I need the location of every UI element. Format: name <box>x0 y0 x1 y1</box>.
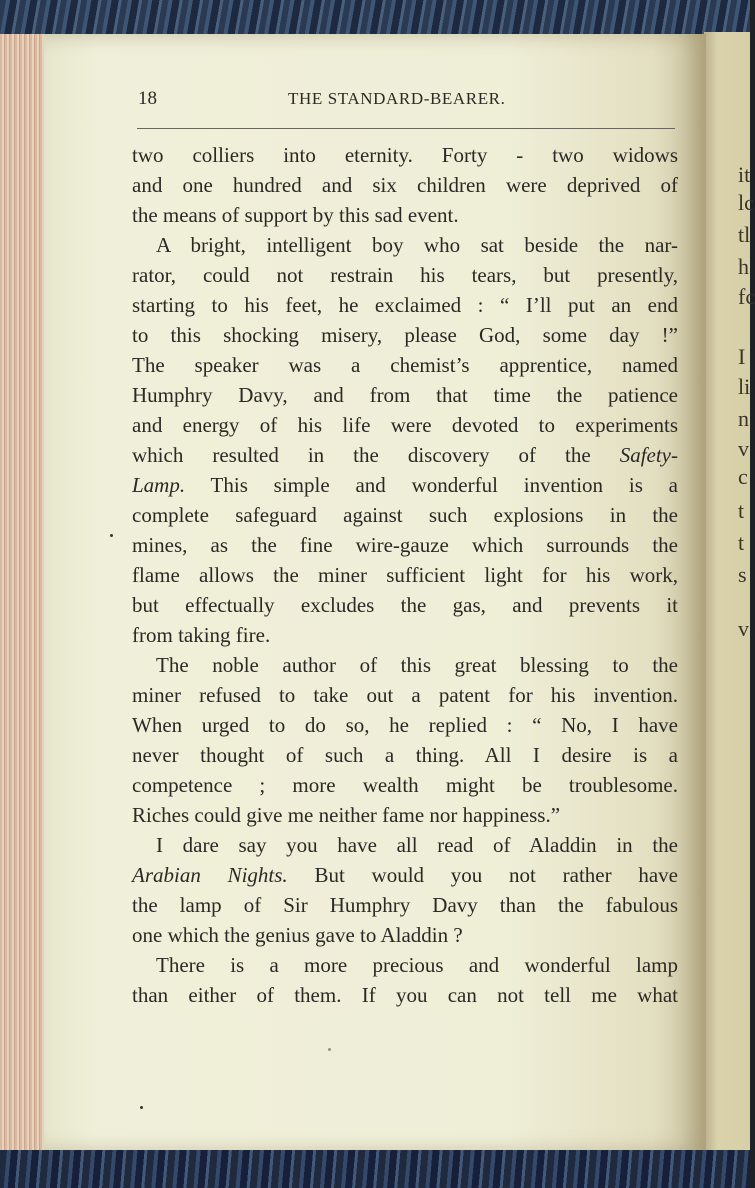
text-line: rator, could not restrain his tears, but presently, <box>132 263 678 287</box>
running-title: THE STANDARD-BEARER. <box>288 89 506 108</box>
adjacent-page-text: I <box>738 344 746 369</box>
text-line: the means of support by this sad event. <box>132 203 459 227</box>
adjacent-page-text: v <box>738 436 749 461</box>
text-line: than either of them. If you can not tell me what <box>132 983 678 1007</box>
page-stack-edge <box>0 34 48 1152</box>
text-line: and one hundred and six children were deprived of <box>132 173 678 197</box>
adjacent-page-text: lc <box>738 190 754 215</box>
ink-speck <box>140 1106 143 1109</box>
book-cover-bottom <box>0 1150 750 1188</box>
adjacent-page-text: t <box>738 498 745 523</box>
running-head <box>138 88 678 114</box>
adjacent-page-text: v <box>738 616 749 641</box>
text-line: complete safeguard against such explosions in the <box>132 503 678 527</box>
text-line: The noble author of this great blessing to the <box>156 653 678 677</box>
text-line: and energy of his life were devoted to experiments <box>132 413 678 437</box>
text-line: but effectually excludes the gas, and prevents it <box>132 593 678 617</box>
text-line: Lamp. This simple and wonderful invention is a <box>132 473 678 497</box>
paragraph <box>132 650 678 830</box>
text-line: Arabian Nights. But would you not rather have <box>132 863 678 887</box>
text-line: The speaker was a chemist’s apprentice, named <box>132 353 678 377</box>
page-number: 18 <box>138 88 157 109</box>
ink-speck <box>110 534 113 537</box>
text-line: to this shocking misery, please God, some day !” <box>132 323 678 347</box>
adjacent-page-text: n <box>738 406 749 431</box>
adjacent-page-text: it <box>738 162 751 187</box>
text-line: mines, as the fine wire-gauze which surrounds the <box>132 533 678 557</box>
text-line: I dare say you have all read of Aladdin in the <box>156 833 678 857</box>
text-line: the lamp of Sir Humphry Davy than the fabulous <box>132 893 678 917</box>
adjacent-page-text: h <box>738 254 749 279</box>
text-line: flame allows the miner sufficient light for his work, <box>132 563 678 587</box>
adjacent-page-text: c <box>738 464 748 489</box>
adjacent-page-text: tl <box>738 222 751 247</box>
header-rule <box>137 128 675 129</box>
text-line: competence ; more wealth might be troublesome. <box>132 773 678 797</box>
adjacent-page-edge <box>704 32 755 1154</box>
text-line: When urged to do so, he replied : “ No, I have <box>132 713 678 737</box>
text-line: Riches could give me neither fame nor happiness.” <box>132 803 561 827</box>
text-line: Humphry Davy, and from that time the patience <box>132 383 678 407</box>
book-cover-top <box>0 0 750 38</box>
adjacent-page-text: fc <box>738 284 755 309</box>
adjacent-page-text: t <box>738 530 745 555</box>
paragraph <box>132 830 678 950</box>
text-line: There is a more precious and wonderful lamp <box>156 953 678 977</box>
text-line: miner refused to take out a patent for his invention. <box>132 683 678 707</box>
adjacent-page-text: s <box>738 562 747 587</box>
text-line: one which the genius gave to Aladdin ? <box>132 923 463 947</box>
text-line: A bright, intelligent boy who sat beside the nar- <box>156 233 678 257</box>
text-line: never thought of such a thing. All I desire is a <box>132 743 678 767</box>
paragraph <box>132 230 678 650</box>
body-text <box>132 140 678 1010</box>
ink-speck <box>328 1048 331 1051</box>
adjacent-page-text: li <box>738 374 751 399</box>
text-line: starting to his feet, he exclaimed : “ I’ll put an end <box>132 293 678 317</box>
paragraph <box>132 140 678 230</box>
text-line: which resulted in the discovery of the Safety- <box>132 443 678 467</box>
text-line: from taking fire. <box>132 623 271 647</box>
text-line: two colliers into eternity. Forty - two widows <box>132 143 678 167</box>
paragraph <box>132 950 678 1010</box>
